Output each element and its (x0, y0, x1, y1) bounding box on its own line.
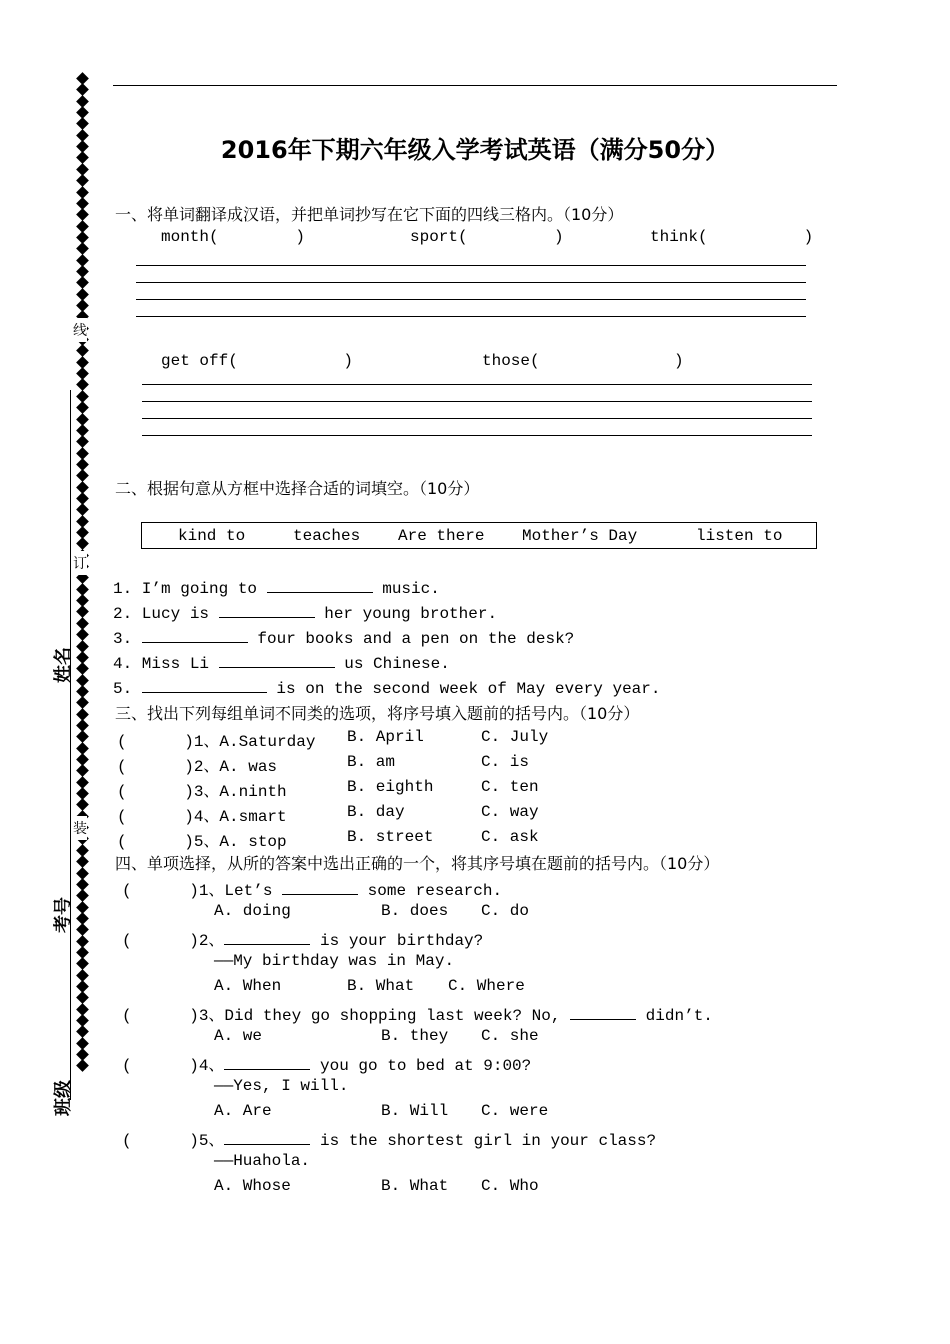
q2-option-a: A. When (214, 977, 282, 995)
group-row: B. April (347, 728, 424, 746)
question-4: ( )4、 you go to bed at 9:00? (122, 1057, 532, 1075)
binding-line (70, 390, 71, 1100)
q4-option-a: A. Are (214, 1102, 272, 1120)
fill-item: 4. Miss Li us Chinese. (113, 655, 450, 673)
q2-option-c: C. Where (448, 977, 525, 995)
group-row: C. July (481, 728, 549, 746)
section2-heading: 二、根据句意从方框中选择合适的词填空。（10分） (115, 479, 480, 498)
question-1: ( )1、Let’s some research. (122, 882, 503, 900)
four-line-grid-2 (142, 418, 812, 419)
group-row: ( )5、A. stop (117, 833, 287, 851)
binding-diamond (76, 401, 89, 414)
q1-option-b: B. does (381, 902, 449, 920)
q3-option-a: A. we (214, 1027, 263, 1045)
binding-mark-ding: 订 (73, 551, 87, 575)
fill-item: 1. I’m going to music. (113, 580, 440, 598)
section4-heading: 四、单项选择，从所的答案中选出正确的一个，将其序号填在题前的括号内。（10分） (115, 854, 720, 873)
binding-mark-zhuang: 装 (73, 816, 87, 840)
group-row: B. am (347, 753, 396, 771)
four-line-grid-2 (142, 435, 812, 436)
exam-number-label: 考号 (53, 897, 74, 933)
group-row: B. street (347, 828, 434, 846)
q5-option-b: B. What (381, 1177, 449, 1195)
q1-option-c: C. do (481, 902, 530, 920)
option-listen-to: listen to (696, 527, 783, 545)
question-3: ( )3、Did they go shopping last week? No, didn’t. (122, 1007, 713, 1025)
four-line-grid-2 (142, 384, 812, 385)
word-get-off: get off( ) (161, 352, 354, 370)
q3-option-c: C. she (481, 1027, 539, 1045)
word-those: those( ) (482, 352, 684, 370)
q4-option-b: B. Will (381, 1102, 449, 1120)
q1-option-a: A. doing (214, 902, 291, 920)
word-month: month( ) (161, 228, 306, 246)
option-teaches: teaches (293, 527, 361, 545)
fill-item: 2. Lucy is her young brother. (113, 605, 498, 623)
four-line-grid-1 (136, 265, 806, 266)
q2-option-b: B. What (347, 977, 415, 995)
group-row: C. ten (481, 778, 539, 796)
group-row: ( )1、A.Saturday (117, 733, 316, 751)
binding-diamond (76, 855, 89, 868)
q3-option-b: B. they (381, 1027, 449, 1045)
binding-diamond (76, 1060, 89, 1073)
binding-diamond (76, 628, 89, 641)
group-row: B. eighth (347, 778, 434, 796)
fill-item: 3. four books and a pen on the desk? (113, 630, 575, 648)
question-5: ( )5、 is the shortest girl in your class? (122, 1132, 657, 1150)
group-row: B. day (347, 803, 405, 821)
q5-option-c: C. Who (481, 1177, 539, 1195)
q4-reply: ——Yes, I will. (214, 1077, 349, 1095)
four-line-grid-1 (136, 316, 806, 317)
class-label: 班级 (53, 1080, 74, 1116)
option-mothers-day: Mother’s Day (522, 527, 638, 545)
group-row: C. way (481, 803, 539, 821)
q5-reply: ——Huahola. (214, 1152, 311, 1170)
page-title: 2016年下期六年级入学考试英语（满分50分） (220, 136, 730, 164)
four-line-grid-2 (142, 401, 812, 402)
option-kind-to: kind to (178, 527, 246, 545)
word-sport: sport( ) (410, 228, 564, 246)
binding-mark-xian: 线 (73, 318, 87, 342)
option-are-there: Are there (398, 527, 485, 545)
group-row: ( )4、A.smart (117, 808, 287, 826)
top-rule (113, 85, 837, 86)
section3-heading: 三、找出下列每组单词不同类的选项，将序号填入题前的括号内。（10分） (115, 704, 640, 723)
four-line-grid-1 (136, 282, 806, 283)
group-row: ( )2、A. was (117, 758, 278, 776)
word-option-box (141, 522, 817, 549)
group-row: C. ask (481, 828, 539, 846)
section1-heading: 一、将单词翻译成汉语，并把单词抄写在它下面的四线三格内。（10分） (115, 205, 624, 224)
name-label: 姓名 (53, 647, 74, 683)
fill-item: 5. is on the second week of May every year. (113, 680, 661, 698)
q5-option-a: A. Whose (214, 1177, 291, 1195)
q4-option-c: C. were (481, 1102, 549, 1120)
binding-diamond (76, 174, 89, 187)
question-2: ( )2、 is your birthday? (122, 932, 484, 950)
group-row: ( )3、A.ninth (117, 783, 287, 801)
four-line-grid-1 (136, 299, 806, 300)
word-think: think( ) (650, 228, 814, 246)
q2-reply: ——My birthday was in May. (214, 952, 455, 970)
group-row: C. is (481, 753, 530, 771)
